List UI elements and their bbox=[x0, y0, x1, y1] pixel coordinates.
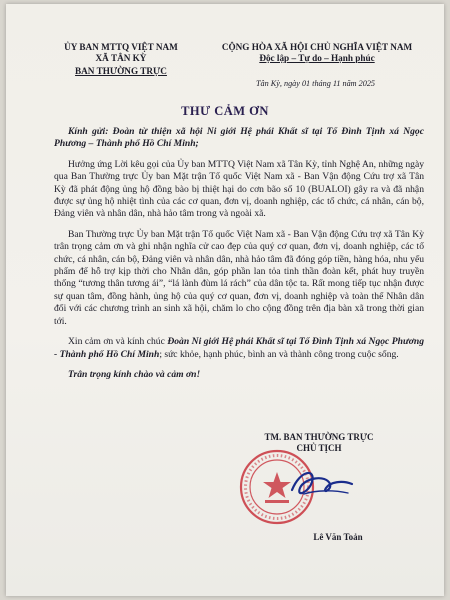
paragraph-2: Ban Thường trực Ủy ban Mặt trận Tổ quốc Việt Nam xã - Ban Vận động Cứu trợ xã Tân Kỳ trân trọng cảm ơn và ghi nhận nghĩa cử cao đẹp của quý cơ quan, đơn vị, doanh nghiệp, các tổ chức, cá nhân, cán bộ, Đảng viên và nhân dân, nhà hảo tâm đã đóng góp tiền, hàng hóa, nhu yếu phẩm để hỗ trợ kịp thời cho Nhân dân, góp phần lan tỏa tinh thần đoàn kết, phát huy truyền thống “tương thân tương ái”, “lá lành đùm lá rách” của dân tộc ta. Rất mong tiếp tục nhận được sự quan tâm, đồng hành, ủng hộ của quý cơ quan, đơn vị, doanh nghiệp và toàn thể Nhân dân đối với các chương trình an sinh xã hội, chăm lo cho cộng đồng trên địa bàn xã trong thời gian tới. bbox=[54, 228, 424, 327]
letter-body bbox=[54, 126, 424, 389]
letter-title: THƯ CẢM ƠN bbox=[181, 104, 269, 118]
signature-title-line2: CHỦ TỊCH bbox=[296, 443, 342, 453]
salutation-label: Kính gửi bbox=[68, 126, 106, 137]
salutation bbox=[54, 126, 424, 151]
signer-name: Lê Văn Toản bbox=[313, 532, 363, 542]
salutation-recipient: : Đoàn từ thiện xã hội Ni giới Hệ phái Khất sĩ tại Tổ Đình Tịnh xá Ngọc Phương – Thành phố Hồ Chí Minh; bbox=[54, 126, 424, 150]
org-unit: BAN THƯỜNG TRỰC bbox=[75, 66, 167, 76]
national-header bbox=[206, 42, 428, 64]
paragraph-3-recipient: Đoàn Ni giới Hệ phái Khất sĩ tại Tổ Đình Tịnh xá Ngọc Phương - Thành phố Hồ Chí Minh bbox=[54, 336, 424, 360]
date-line: Tân Kỳ, ngày 01 tháng 11 năm 2025 bbox=[256, 79, 376, 88]
paragraph-3 bbox=[54, 336, 424, 361]
org-name-line2: XÃ TÂN KỲ bbox=[95, 53, 147, 63]
issuing-organization bbox=[46, 42, 196, 77]
org-name-line1: ỦY BAN MTTQ VIỆT NAM bbox=[64, 42, 178, 52]
paragraph-3-end: ; sức khỏe, hạnh phúc, bình an và thành công trong cuộc sống. bbox=[159, 348, 399, 360]
handwritten-signature-icon bbox=[282, 460, 362, 508]
nation-name: CỘNG HÒA XÃ HỘI CHỦ NGHĨA VIỆT NAM bbox=[221, 42, 413, 52]
national-motto: Độc lập – Tự do – Hạnh phúc bbox=[259, 53, 375, 63]
paragraph-3-start: Xin cảm ơn và kính chúc bbox=[68, 336, 168, 348]
signature-title-line1: TM. BAN THƯỜNG TRỰC bbox=[264, 432, 374, 442]
closing-line: Trân trọng kính chào và cảm ơn! bbox=[68, 368, 201, 380]
paragraph-1: Hưởng ứng Lời kêu gọi của Ủy ban MTTQ Việt Nam xã Tân Kỳ, tỉnh Nghệ An, những ngày qua Ban Thường trực Ủy ban Mặt trận Tổ quốc Việt Nam xã - Ban Vận động Cứu trợ xã Tân Kỳ đã phát động ủng hộ đồng bào bị thiệt hại do cơn bão số 10 (BUALOI) gây ra và đã nhận được sự ủng hộ nhiệt tình của các cơ quan, đơn vị, doanh nghiệp, các tổ chức, cá nhân, cán bộ, Đảng viên và nhân dân, nhà hảo tâm trong và ngoài xã. bbox=[54, 158, 424, 220]
letter-sheet bbox=[6, 4, 444, 596]
